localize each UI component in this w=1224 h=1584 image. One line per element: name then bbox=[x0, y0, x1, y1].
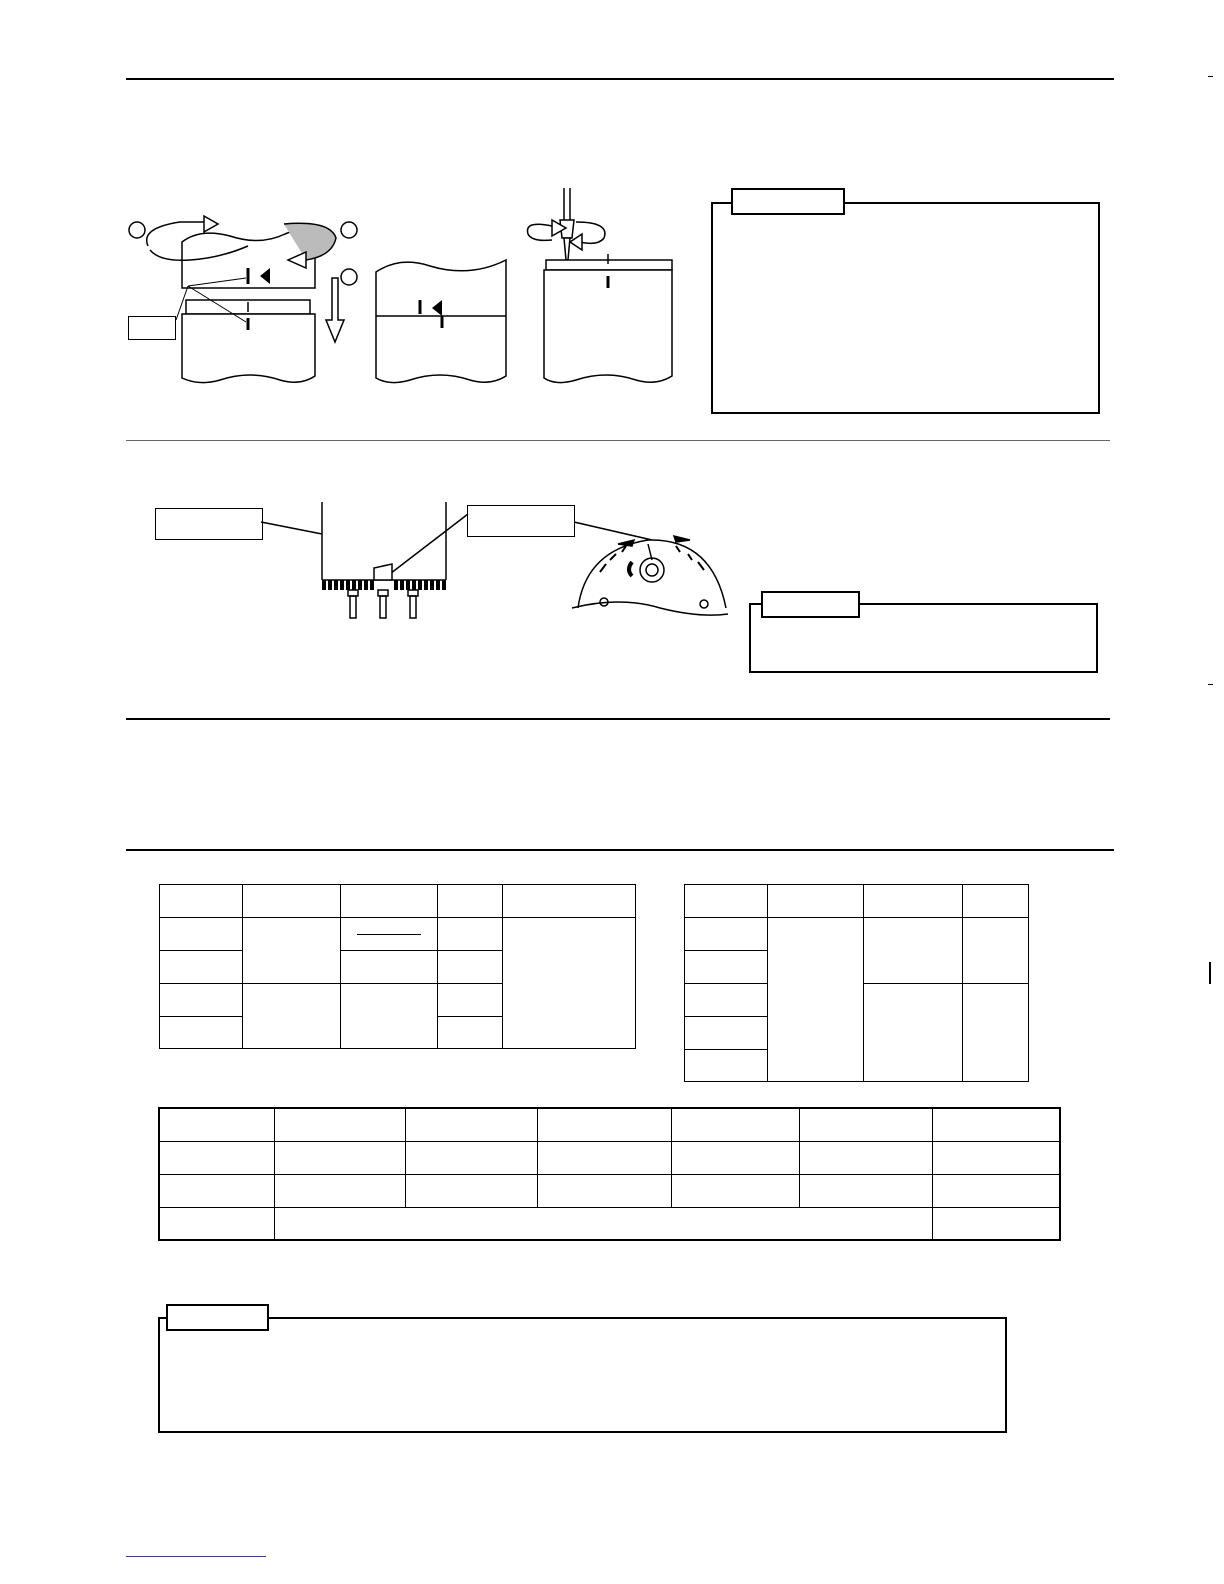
table-left-cell bbox=[438, 984, 503, 1017]
table-bottom-header-cell bbox=[799, 1108, 932, 1141]
table-right-cell bbox=[685, 1050, 768, 1082]
table-bottom-header-cell bbox=[159, 1108, 275, 1141]
table-bottom-cell bbox=[275, 1174, 406, 1207]
table-bottom-cell bbox=[159, 1141, 275, 1174]
table-left-cell bbox=[242, 918, 340, 984]
section-divider-3 bbox=[126, 718, 1110, 720]
table-bottom-cell bbox=[538, 1141, 671, 1174]
table-bottom-header-cell bbox=[406, 1108, 538, 1141]
table-left-header-cell bbox=[340, 885, 438, 918]
note-tab-top bbox=[731, 188, 845, 215]
footer-link[interactable] bbox=[126, 1556, 266, 1557]
table-bottom-cell bbox=[159, 1174, 275, 1207]
table-left-header-cell bbox=[503, 885, 636, 918]
dial-figure bbox=[260, 500, 730, 630]
table-bottom-cell bbox=[275, 1207, 933, 1240]
note-box-bottom bbox=[158, 1317, 1007, 1433]
table-right-cell bbox=[864, 918, 962, 984]
table-bottom-cell bbox=[406, 1141, 538, 1174]
table-bottom-cell bbox=[799, 1174, 932, 1207]
table-left-cell bbox=[160, 951, 243, 984]
section-divider-2 bbox=[126, 440, 1110, 441]
table-right-cell bbox=[685, 951, 768, 984]
note-box-top bbox=[711, 202, 1100, 414]
table-bottom-cell bbox=[932, 1174, 1060, 1207]
panel-b-aligned bbox=[376, 260, 506, 383]
table-left-cell bbox=[340, 918, 438, 951]
table-right-header-cell bbox=[768, 885, 864, 918]
alignment-figure bbox=[120, 180, 690, 400]
table-left-cell bbox=[242, 984, 340, 1049]
table-right-cell bbox=[962, 984, 1028, 1082]
table-bottom-cell bbox=[159, 1207, 275, 1240]
knurl-teeth bbox=[324, 580, 444, 590]
table-left-cell bbox=[438, 918, 503, 951]
crop-mark bbox=[1208, 76, 1213, 77]
table-left-cell bbox=[340, 984, 438, 1049]
table-right bbox=[684, 884, 1029, 1082]
table-right-cell bbox=[685, 984, 768, 1017]
table-left-header-cell bbox=[160, 885, 243, 918]
table-left-cell bbox=[160, 1017, 243, 1049]
table-bottom bbox=[158, 1107, 1061, 1241]
mark-label-box bbox=[128, 316, 176, 340]
table-left-cell bbox=[340, 951, 438, 984]
table-bottom-cell bbox=[538, 1174, 671, 1207]
table-bottom-header-cell bbox=[538, 1108, 671, 1141]
table-left-header-cell bbox=[438, 885, 503, 918]
table-left-cell bbox=[160, 984, 243, 1017]
table-bottom-header-cell bbox=[671, 1108, 799, 1141]
table-bottom-cell bbox=[671, 1141, 799, 1174]
note-tab-middle bbox=[761, 591, 860, 618]
table-bottom-cell bbox=[932, 1207, 1060, 1240]
table-bottom-cell bbox=[275, 1141, 406, 1174]
table-right-cell bbox=[685, 1017, 768, 1050]
note-tab-bottom bbox=[166, 1304, 269, 1331]
table-left-cell bbox=[438, 1017, 503, 1049]
table-left-cell bbox=[438, 951, 503, 984]
table-right-cell bbox=[962, 918, 1028, 984]
section-divider-4 bbox=[126, 849, 1114, 851]
table-right-header-cell bbox=[864, 885, 962, 918]
table-left bbox=[159, 884, 636, 1049]
table-right-header-cell bbox=[685, 885, 768, 918]
table-right-cell bbox=[864, 984, 962, 1082]
crop-mark bbox=[1209, 962, 1211, 984]
table-left-header-cell bbox=[242, 885, 340, 918]
table-bottom-header-cell bbox=[932, 1108, 1060, 1141]
table-right-cell bbox=[768, 918, 864, 1082]
table-bottom-header-cell bbox=[275, 1108, 406, 1141]
table-bottom-cell bbox=[799, 1141, 932, 1174]
table-bottom-cell bbox=[406, 1174, 538, 1207]
section-divider-top bbox=[126, 78, 1114, 80]
table-bottom-cell bbox=[932, 1141, 1060, 1174]
table-right-cell bbox=[685, 918, 768, 951]
table-left-cell bbox=[160, 918, 243, 951]
table-left-cell bbox=[503, 918, 636, 1049]
table-right-header-cell bbox=[962, 885, 1028, 918]
table-bottom-cell bbox=[671, 1174, 799, 1207]
fraction-bar bbox=[357, 934, 421, 935]
panel-c-screwdriver bbox=[528, 188, 673, 383]
adjuster-label-box bbox=[155, 508, 263, 540]
crop-mark bbox=[1208, 684, 1213, 685]
